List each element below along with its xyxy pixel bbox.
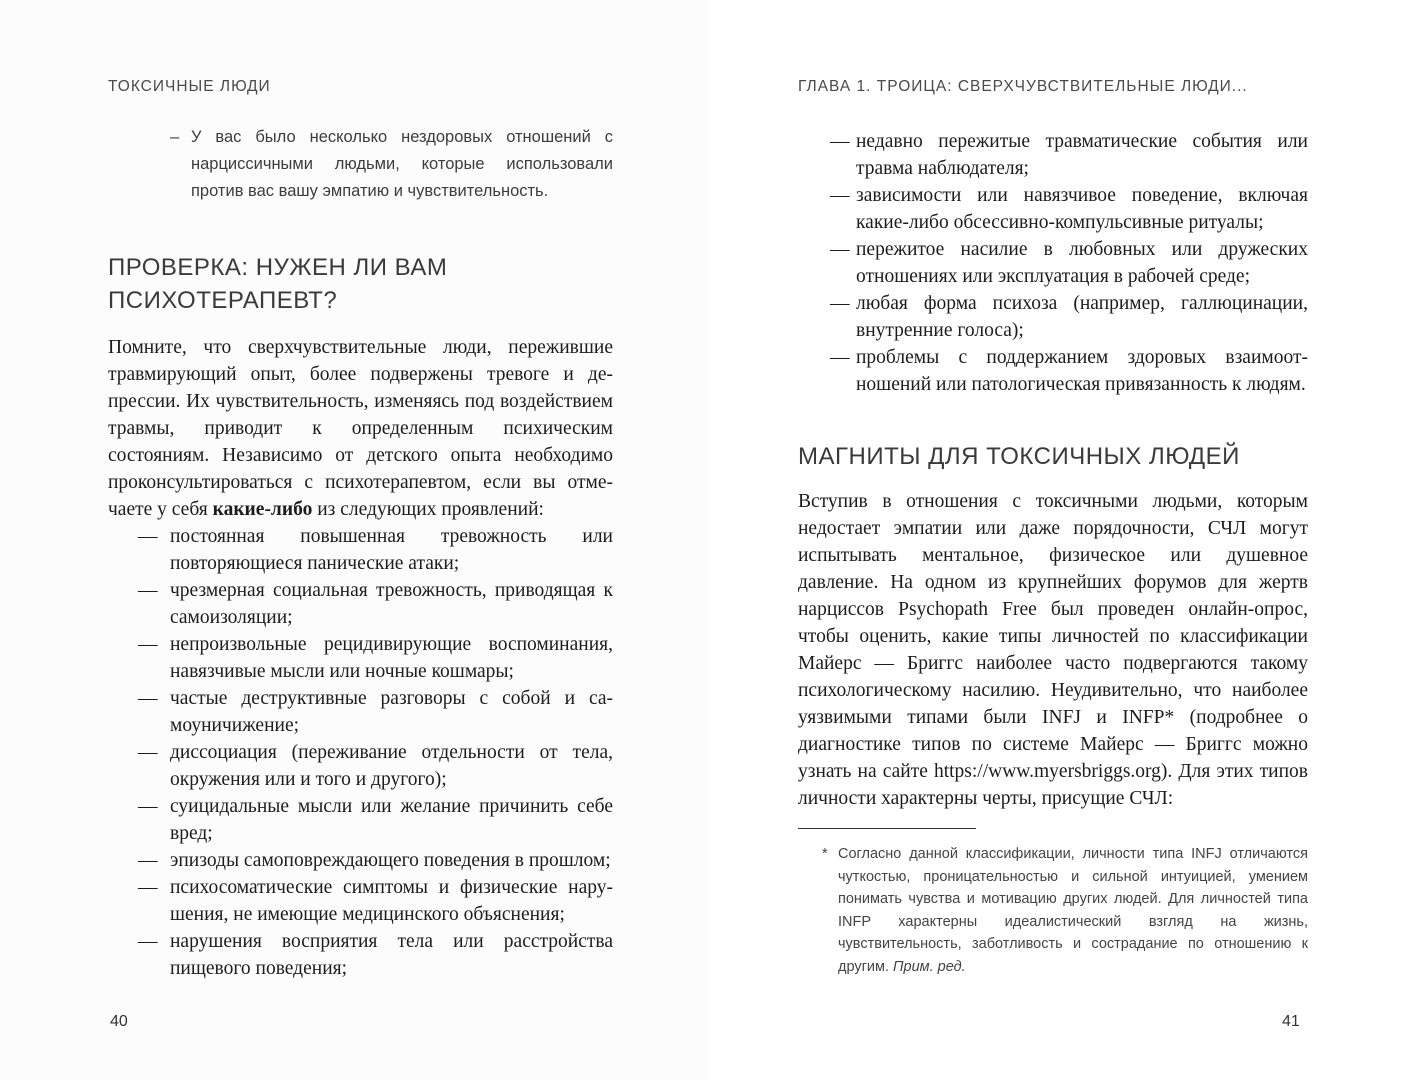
- intro-item-text: У вас было несколько нездоровых отношений с нарциссичными людьми, которые использовали против вас вашу эмпатию и чувствительность.: [191, 128, 613, 200]
- list-dash: —: [830, 131, 850, 152]
- left-page-number: 40: [110, 1013, 128, 1030]
- intro-list-item: [108, 124, 613, 205]
- list-item: [798, 182, 1308, 236]
- list-item-text: непроизвольные рецидивирующие воспоминания, навязчивые мысли или ночные кошмары;: [170, 634, 613, 682]
- section-title-therapist-check: ПРОВЕРКА: НУЖЕН ЛИ ВАМ ПСИХОТЕРАПЕВТ?: [108, 254, 448, 314]
- list-dash: —: [830, 347, 850, 368]
- list-dash: —: [138, 688, 158, 709]
- list-item-text: любая форма психоза (например, галлюцинации, внутренние голоса);: [856, 293, 1308, 341]
- intro-dash: –: [170, 128, 180, 146]
- list-item: [108, 793, 613, 847]
- list-item: [108, 847, 613, 874]
- right-symptom-list: [798, 128, 1308, 398]
- left-symptom-list: [108, 523, 613, 982]
- right-page-number: 41: [1282, 1013, 1300, 1030]
- list-item: [798, 290, 1308, 344]
- list-item-text: диссоциация (переживание отдельности от тела, окружения или и того и другого);: [170, 742, 613, 790]
- paragraph-text-after-bold: из следующих проявлений:: [312, 499, 544, 520]
- list-item-text: психосоматические симптомы и физические нарушения, не имеющие медицинского объяснения;: [170, 877, 613, 925]
- list-item-text: частые деструктивные разговоры с собой и самоуничижение;: [170, 688, 613, 736]
- paragraph-bold-text: какие-либо: [212, 499, 313, 520]
- list-item-text: нарушения восприятия тела или расстройства пищевого поведения;: [170, 931, 613, 979]
- footnote-editor-note: Прим. ред.: [893, 958, 966, 975]
- list-item: [798, 236, 1308, 290]
- list-item: [108, 523, 613, 577]
- list-dash: —: [830, 185, 850, 206]
- list-item-text: постоянная повышенная тревожность или повторяющиеся панические атаки;: [170, 526, 613, 574]
- left-running-head: ТОКСИЧНЫЕ ЛЮДИ: [108, 78, 271, 95]
- list-item-text: зависимости или навязчивое поведение, включая какие-либо обсессивно-компульсивные ритуалы;: [856, 185, 1308, 233]
- list-item-text: эпизоды самоповреждающего поведения в прошлом;: [170, 850, 611, 871]
- list-dash: —: [138, 931, 158, 952]
- list-dash: —: [138, 580, 158, 601]
- list-item-text: проблемы с поддержанием здоровых взаимоотношений или патологическая привязанность к людям.: [856, 347, 1308, 395]
- footnote: [798, 843, 1308, 978]
- list-item-text: суицидальные мысли или желание причинить себе вред;: [170, 796, 613, 844]
- right-page: [708, 0, 1416, 1080]
- list-item-text: чрезмерная социальная тревожность, приводящая к самоизоляции;: [170, 580, 613, 628]
- footnote-mark: *: [822, 846, 828, 862]
- list-dash: —: [138, 877, 158, 898]
- list-dash: —: [138, 850, 158, 871]
- paragraph-text-before-bold: Помните, что сверхчувствительные люди, пережившие травмирующий опыт, более подвержены тревоге и депрессии. Их чувствительность, изменяясь под воздействием травмы, приводит к определенным психическим состояниям. Независимо от детского опыта необходимо проконсультироваться с психотерапевтом, если вы отмечаете у себя: [108, 337, 613, 520]
- list-item: [108, 739, 613, 793]
- list-dash: —: [138, 742, 158, 763]
- section-title-toxic-magnets: МАГНИТЫ ДЛЯ ТОКСИЧНЫХ ЛЮДЕЙ: [798, 443, 1240, 470]
- list-item: [108, 685, 613, 739]
- right-body-paragraph: Вступив в отношения с токсичными людьми, которым недостает эмпатии или даже порядочности, СЧЛ могут испытывать ментальное, физическое или душевное давление. На одном из крупнейших форумов для жертв нарциссов Psychopath Free был проведен онлайн-опрос, чтобы оценить, какие типы личностей по классификации Майерс — Бриггс наиболее часто подвергаются такому психологическому насилию. Неудивительно, что наиболее уязвимыми типами были INFJ и INFP* (подробнее о диагностике типов по системе Майерс — Бриггс можно узнать на сайте https://www.myersbriggs.org). Для этих типов личности характерны черты, присущие СЧЛ:: [798, 491, 1308, 809]
- list-item: [108, 928, 613, 982]
- list-dash: —: [830, 239, 850, 260]
- list-item-text: недавно пережитые травматические события или травма наблюдателя;: [856, 131, 1308, 179]
- right-text-block: [798, 128, 1308, 978]
- list-item: [798, 128, 1308, 182]
- left-body-paragraph: [108, 334, 613, 523]
- left-text-block: [108, 124, 613, 982]
- footnote-text: Согласно данной классификации, личности типа INFJ отличаются чуткостью, проницательностью и сильной интуицией, умением понимать чувства и мотивацию других людей. Для личностей типа INFP характерны идеалистический взгляд на жизнь, чувствительность, заботливость и сострадание по отношению к другим.: [838, 846, 1308, 975]
- list-item-text: пережитое насилие в любовных или дружеских отношениях или эксплуатация в рабочей среде;: [856, 239, 1308, 287]
- list-item: [108, 874, 613, 928]
- list-dash: —: [138, 634, 158, 655]
- list-item: [108, 577, 613, 631]
- list-dash: —: [138, 526, 158, 547]
- footnote-divider: [798, 828, 976, 829]
- list-dash: —: [830, 293, 850, 314]
- right-running-head: ГЛАВА 1. ТРОИЦА: СВЕРХЧУВСТВИТЕЛЬНЫЕ ЛЮДИ...: [798, 78, 1248, 95]
- list-item: [108, 631, 613, 685]
- list-item: [798, 344, 1308, 398]
- list-dash: —: [138, 796, 158, 817]
